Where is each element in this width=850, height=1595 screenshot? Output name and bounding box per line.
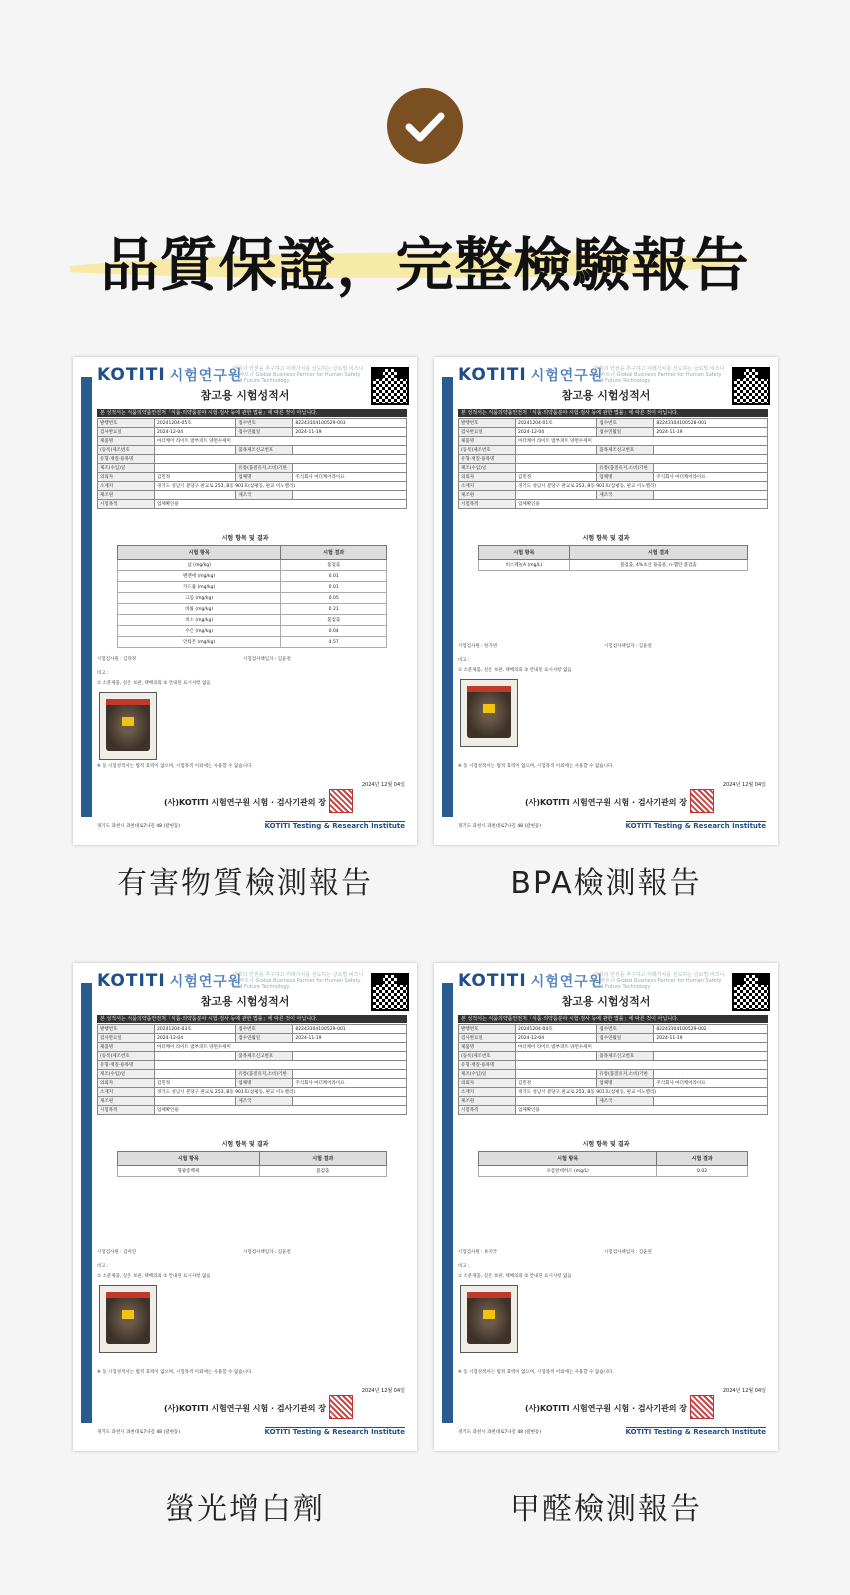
result-value: 불검출: [281, 615, 387, 626]
footer-logo: KOTITI Testing & Research Institute: [264, 1428, 405, 1436]
report-caption: 甲醛檢測報告: [510, 1492, 702, 1527]
result-row: [118, 615, 387, 626]
organization: (사)KOTITI 시험연구원 시험 · 검사기관의 장: [525, 798, 687, 807]
col-item-header: 시험 항목: [479, 546, 570, 560]
remark-label: 비고 :: [97, 1264, 109, 1269]
result-value: 0.04: [281, 626, 387, 637]
checkmark-icon: [387, 88, 463, 164]
result-row: [118, 1166, 387, 1177]
result-value: 불검출, 4%초산 용출물, n-헵탄 불검출: [569, 560, 747, 571]
sample-photo: [460, 1285, 518, 1353]
organization: (사)KOTITI 시험연구원 시험 · 검사기관의 장: [164, 798, 326, 807]
result-table: [117, 545, 387, 648]
result-row: [118, 604, 387, 615]
info-table: 발행번호 20241204-05호 접수번호 82243104100529-003 검사완료일 2024-12-04 접수연월일 2024-11-19 제품명 마더케어 라이트 밤부퍼트 양면수세미 (등록)제조번호 품목제조신고번호 유형·재질·용목명 제조(수입)일 유통(품질유지,소비)기한 의뢰자 김민정 업체명 주식회사 마더케어라이프 소재지 경기도 성남시 분당구 판교로 253, B동 901호(삼평동, 판교 이노밸리) 제조원 제조국 시험목적 업체확인용: [97, 418, 407, 509]
reviewer: 시험검사책임자 : 김윤걸: [243, 657, 291, 662]
disclaimer: ※ 동 시험성적서는 법적 효력이 없으며, 시험목적 이외에는 사용할 수 없습니다.: [458, 1370, 614, 1375]
result-table: [478, 1151, 748, 1177]
remark-text: ① 소분제품, 실온 보관, 택배의뢰 ② 안내된 표시사항 없음: [458, 668, 572, 673]
result-row: [118, 637, 387, 648]
official-seal: [690, 1395, 714, 1419]
reviewer: 시험검사책임자 : 김윤걸: [604, 644, 652, 649]
header-note: 본 성적서는 식품의약품안전처「식품·의약품분야 시험·검사 등에 관한 법률」에 따른 것이 아닙니다.: [458, 409, 768, 417]
col-result-header: 시험 결과: [259, 1152, 386, 1166]
tester: 시험검사원 : 김아연: [97, 1250, 137, 1255]
certificate-title: 참고용 시험성적서: [561, 995, 651, 1008]
certificate-3: [73, 963, 417, 1451]
footer-logo: KOTITI Testing & Research Institute: [625, 1428, 766, 1436]
kotiti-logo: KOTITI 시험연구원: [458, 971, 604, 991]
tagline: 인류의 안전을 추구하고 미래가치를 선도하는 글로벌 비즈니스 파트너 Global Business Partner for Human Safety and Future Technology: [594, 366, 725, 384]
section-title: 시험 항목 및 결과: [221, 1141, 269, 1148]
col-item-header: 시험 항목: [118, 546, 281, 560]
sample-photo: [99, 1285, 157, 1353]
official-seal: [329, 1395, 353, 1419]
result-row: [118, 626, 387, 637]
remark-text: ① 소분제품, 실온 보관, 택배의뢰 ② 안내된 표시사항 없음: [458, 1274, 572, 1279]
remark-label: 비고 :: [458, 658, 470, 663]
result-value: 0.01: [281, 571, 387, 582]
result-table: [117, 1151, 387, 1177]
info-table: 발행번호 20241204-01호 접수번호 82243104100528-001 검사완료일 2024-12-04 접수연월일 2024-11-19 제품명 마더케어 라이트 밤부퍼트 양면수세미 (등록)제조번호 품목제조신고번호 유형·재질·용목명 제조(수입)일 유통(품질유지,소비)기한 의뢰자 김민정 업체명 주식회사 마더케어라이프 소재지 경기도 성남시 분당구 판교로 253, B동 901호(삼평동, 판교 이노밸리) 제조원 제조국 시험목적 업체확인용: [458, 418, 768, 509]
address: 경기도 과천시 과천대로7나길 48 (갈현동): [97, 1430, 181, 1435]
result-item: 바륨 (mg/kg): [118, 604, 281, 615]
report-caption: BPA檢測報告: [510, 866, 702, 901]
header-note: 본 성적서는 식품의약품안전처「식품·의약품분야 시험·검사 등에 관한 법률」에 따른 것이 아닙니다.: [458, 1015, 768, 1023]
issue-date: 2024년 12월 04일: [361, 782, 405, 788]
result-value: 0.01: [281, 582, 387, 593]
sample-photo: [99, 692, 157, 760]
reviewer: 시험검사책임자 : 김윤걸: [604, 1250, 652, 1255]
section-title: 시험 항목 및 결과: [221, 535, 269, 542]
result-value: 4.57: [281, 637, 387, 648]
result-row: [118, 582, 387, 593]
tester: 시험검사원 : 류지국: [458, 1250, 498, 1255]
col-result-header: 시험 결과: [281, 546, 387, 560]
header-note: 본 성적서는 식품의약품안전처「식품·의약품분야 시험·검사 등에 관한 법률」에 따른 것이 아닙니다.: [97, 409, 407, 417]
certificate-title: 참고용 시험성적서: [200, 995, 290, 1008]
certificate-title: 참고용 시험성적서: [561, 389, 651, 402]
certificate-1: [73, 357, 417, 845]
result-row: [118, 571, 387, 582]
result-value: 0.02: [657, 1166, 748, 1177]
result-value: 0.21: [281, 604, 387, 615]
result-table: [478, 545, 748, 571]
kotiti-logo: KOTITI 시험연구원: [97, 365, 243, 385]
reviewer: 시험검사책임자 : 김윤걸: [243, 1250, 291, 1255]
disclaimer: ※ 동 시험성적서는 법적 효력이 없으며, 시험목적 이외에는 사용할 수 없습니다.: [97, 1370, 253, 1375]
remark-label: 비고 :: [97, 671, 109, 676]
tester: 시험검사원 : 김다정: [97, 657, 137, 662]
result-value: 불검출: [281, 560, 387, 571]
checkmark-badge: [387, 88, 463, 164]
result-item: 크롬 (mg/kg): [118, 593, 281, 604]
kotiti-logo: KOTITI 시험연구원: [458, 365, 604, 385]
result-value: 0.05: [281, 593, 387, 604]
tagline: 인류의 안전을 추구하고 미래가치를 선도하는 글로벌 비즈니스 파트너 Global Business Partner for Human Safety and Future Technology: [594, 972, 725, 990]
remark-text: ① 소분제품, 실온 보관, 택배의뢰 ② 안내된 표시사항 없음: [97, 1274, 211, 1279]
report-caption: 有害物質檢測報告: [117, 866, 373, 901]
side-band: [442, 377, 453, 817]
result-row: [118, 593, 387, 604]
issue-date: 2024년 12월 04일: [722, 782, 766, 788]
certificate-2: [434, 357, 778, 845]
result-item: 비스페놀A (mg/L): [479, 560, 570, 571]
result-row: [479, 560, 748, 571]
result-item: 비소 (mg/kg): [118, 615, 281, 626]
sample-photo: [460, 679, 518, 747]
organization: (사)KOTITI 시험연구원 시험 · 검사기관의 장: [164, 1404, 326, 1413]
page-title: 品質保證，完整檢驗報告: [100, 231, 750, 299]
result-item: 포름알데히드 (mg/L): [479, 1166, 657, 1177]
result-item: 형광증백제: [118, 1166, 260, 1177]
col-result-header: 시험 결과: [569, 546, 747, 560]
address: 경기도 과천시 과천대로7나길 48 (갈현동): [97, 824, 181, 829]
result-value: 불검출: [259, 1166, 386, 1177]
result-row: [118, 560, 387, 571]
kotiti-logo: KOTITI 시험연구원: [97, 971, 243, 991]
header-note: 본 성적서는 식품의약품안전처「식품·의약품분야 시험·검사 등에 관한 법률」에 따른 것이 아닙니다.: [97, 1015, 407, 1023]
result-row: [479, 1166, 748, 1177]
disclaimer: ※ 동 시험성적서는 법적 효력이 없으며, 시험목적 이외에는 사용할 수 없습니다.: [458, 764, 614, 769]
official-seal: [690, 789, 714, 813]
footer-logo: KOTITI Testing & Research Institute: [625, 822, 766, 830]
address: 경기도 과천시 과천대로7나길 48 (갈현동): [458, 1430, 542, 1435]
remark-text: ① 소분제품, 실온 보관, 택배의뢰 ② 안내된 표시사항 없음: [97, 681, 211, 686]
result-item: 카드뮴 (mg/kg): [118, 582, 281, 593]
col-item-header: 시험 항목: [479, 1152, 657, 1166]
info-table: 발행번호 20241204-04호 접수번호 82243104100529-002 검사완료일 2024-12-04 접수연월일 2024-11-19 제품명 마더케어 라이트 밤부퍼트 양면수세미 (등록)제조번호 품목제조신고번호 유형·재질·용목명 제조(수입)일 유통(품질유지,소비)기한 의뢰자 김민정 업체명 주식회사 마더케어라이프 소재지 경기도 성남시 분당구 판교로 253, B동 901호(삼평동, 판교 이노밸리) 제조원 제조국 시험목적 업체확인용: [458, 1024, 768, 1115]
info-table: 발행번호 20241204-03호 접수번호 82243104100529-001 검사완료일 2024-12-04 접수연월일 2024-11-19 제품명 마더케어 라이트 밤부퍼트 양면수세미 (등록)제조번호 품목제조신고번호 유형·재질·용목명 제조(수입)일 유통(품질유지,소비)기한 의뢰자 김민정 업체명 주식회사 마더케어라이프 소재지 경기도 성남시 분당구 판교로 253, B동 901호(삼평동, 판교 이노밸리) 제조원 제조국 시험목적 업체확인용: [97, 1024, 407, 1115]
tagline: 인류의 안전을 추구하고 미래가치를 선도하는 글로벌 비즈니스 파트너 Global Business Partner for Human Safety and Future Technology: [233, 972, 364, 990]
tester: 시험검사원 : 한가영: [458, 644, 498, 649]
col-item-header: 시험 항목: [118, 1152, 260, 1166]
result-item: 안티몬 (mg/kg): [118, 637, 281, 648]
report-caption: 螢光增白劑: [165, 1492, 325, 1527]
organization: (사)KOTITI 시험연구원 시험 · 검사기관의 장: [525, 1404, 687, 1413]
side-band: [81, 377, 92, 817]
result-item: 벤젠에 (mg/kg): [118, 571, 281, 582]
col-result-header: 시험 결과: [657, 1152, 748, 1166]
certificate-title: 참고용 시험성적서: [200, 389, 290, 402]
footer-logo: KOTITI Testing & Research Institute: [264, 822, 405, 830]
certificate-4: [434, 963, 778, 1451]
disclaimer: ※ 동 시험성적서는 법적 효력이 없으며, 시험목적 이외에는 사용할 수 없습니다.: [97, 764, 253, 769]
remark-label: 비고 :: [458, 1264, 470, 1269]
result-item: 납 (mg/kg): [118, 560, 281, 571]
section-title: 시험 항목 및 결과: [582, 535, 630, 542]
section-title: 시험 항목 및 결과: [582, 1141, 630, 1148]
side-band: [442, 983, 453, 1423]
tagline: 인류의 안전을 추구하고 미래가치를 선도하는 글로벌 비즈니스 파트너 Global Business Partner for Human Safety and Future Technology: [233, 366, 364, 384]
side-band: [81, 983, 92, 1423]
official-seal: [329, 789, 353, 813]
issue-date: 2024년 12월 04일: [722, 1388, 766, 1394]
result-item: 수은 (mg/kg): [118, 626, 281, 637]
issue-date: 2024년 12월 04일: [361, 1388, 405, 1394]
address: 경기도 과천시 과천대로7나길 48 (갈현동): [458, 824, 542, 829]
headline-block: [0, 210, 850, 300]
